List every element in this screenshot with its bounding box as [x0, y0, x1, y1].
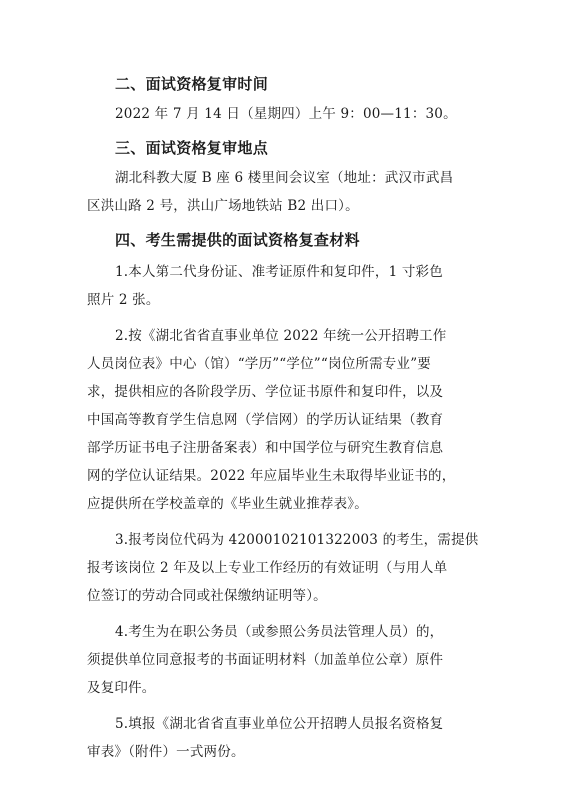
document-page	[87, 70, 479, 766]
interview-location-paragraph	[87, 164, 458, 220]
material-item-3	[87, 526, 479, 610]
material-line: 4.考生为在职公务员（或参照公务员法管理人员）的，	[115, 624, 444, 640]
material-line: 人员岗位表》中心（馆）“学历”“学位”“岗位所需专业”要	[87, 356, 432, 372]
material-line: 2.按《湖北省省直事业单位 2022 年统一公开招聘工作	[115, 328, 447, 344]
material-line: 及复印件。	[87, 680, 156, 696]
material-item-2	[87, 322, 458, 518]
material-line: 1.本人第二代身份证、准考证原件和复印件，1 寸彩色	[115, 264, 443, 280]
material-line: 位签订的劳动合同或社保缴纳证明等）。	[87, 588, 327, 604]
interview-time-paragraph	[115, 100, 458, 128]
material-item-4	[87, 618, 458, 702]
material-line: 网的学位认证结果。2022 年应届毕业生未取得毕业证书的，	[87, 468, 456, 484]
material-line: 5.填报《湖北省省直事业单位公开招聘人员报名资格复	[115, 716, 444, 732]
material-line: 部学历证书电子注册备案表）和中国学位与研究生教育信息	[87, 440, 444, 456]
section-heading-interview-location: 三、面试资格复审地点	[115, 139, 269, 157]
material-line: 报考该岗位 2 年及以上专业工作经历的有效证明（与用人单	[87, 560, 448, 576]
material-line: 中国高等教育学生信息网（学信网）的学历认证结果（教育	[87, 412, 444, 428]
material-line: 3.报考岗位代码为 42000102101322003 的考生，需提供	[115, 532, 479, 548]
interview-time-line: 2022 年 7 月 14 日（星期四）上午 9：00—11：30。	[115, 106, 457, 122]
material-item-1	[87, 258, 458, 314]
location-line: 区洪山路 2 号，洪山广场地铁站 B2 出口）。	[87, 198, 359, 214]
material-line: 审表》（附件）一式两份。	[87, 744, 245, 760]
material-line: 须提供单位同意报考的书面证明材料（加盖单位公章）原件	[87, 652, 444, 668]
section-heading-required-materials: 四、考生需提供的面试资格复查材料	[115, 231, 360, 249]
material-line: 求，提供相应的各阶段学历、学位证书原件和复印件，以及	[87, 384, 444, 400]
material-line: 照片 2 张。	[87, 292, 160, 308]
material-item-5	[87, 710, 458, 766]
location-line: 湖北科教大厦 B 座 6 楼里间会议室（地址：武汉市武昌	[115, 170, 454, 186]
material-line: 应提供所在学校盖章的《毕业生就业推荐表》。	[87, 496, 368, 512]
section-heading-interview-time: 二、面试资格复审时间	[115, 75, 269, 93]
